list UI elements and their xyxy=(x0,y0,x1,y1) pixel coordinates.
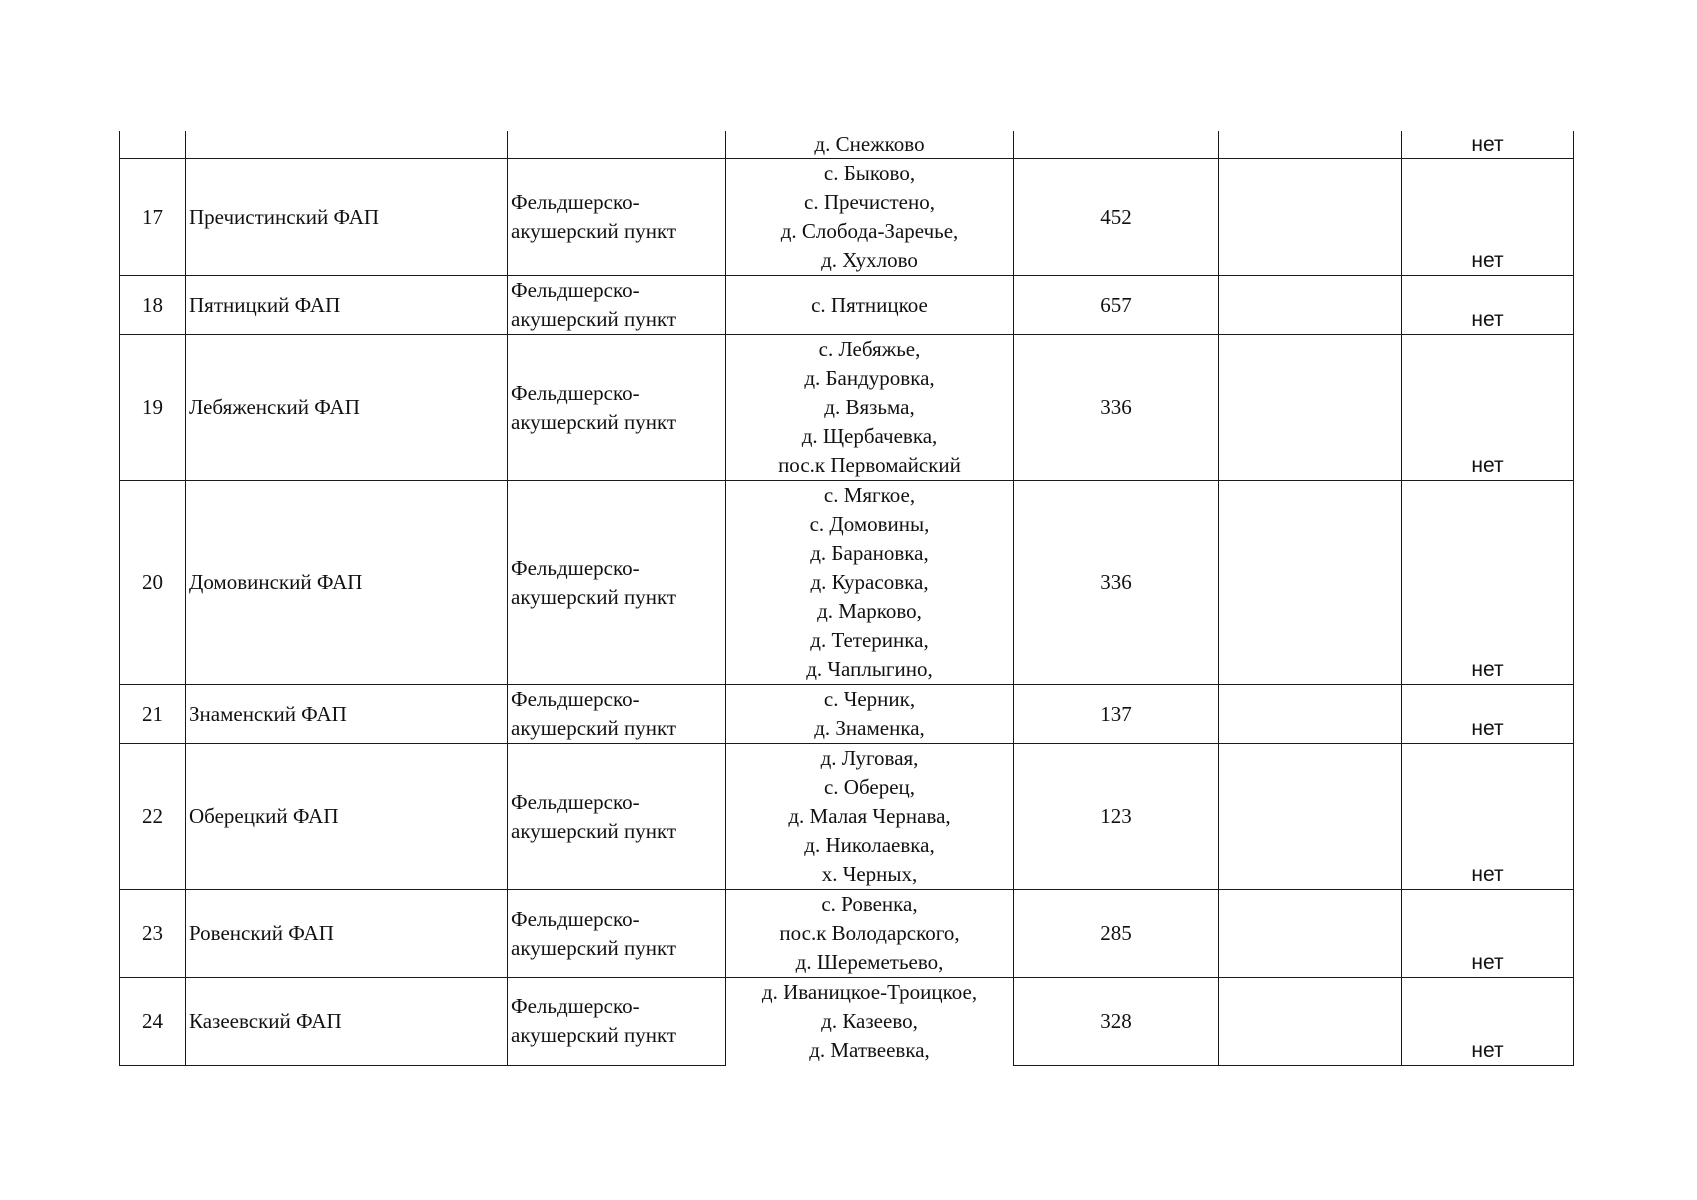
cell-places xyxy=(726,335,1014,481)
place-line: д. Барановка, xyxy=(810,541,929,565)
type-line: акушерский пункт xyxy=(511,409,677,434)
cell-name: Домовинский ФАП xyxy=(186,481,508,685)
cell-extra xyxy=(1219,978,1402,1066)
place-line: д. Курасовка, xyxy=(810,570,929,594)
cell-status: нет xyxy=(1402,159,1574,276)
place-line: д. Малая Чернава, xyxy=(788,804,951,828)
place-line: д. Николаевка, xyxy=(804,833,935,857)
cell-type xyxy=(508,890,726,978)
place-line: д. Бандуровка, xyxy=(804,366,935,390)
cell-status: нет xyxy=(1402,481,1574,685)
place-line: д. Вязьма, xyxy=(824,395,915,419)
cell-population: 336 xyxy=(1014,481,1219,685)
cell-places xyxy=(726,276,1014,335)
type-line: Фельдшерско- xyxy=(511,789,640,814)
type-line: акушерский пункт xyxy=(511,1023,677,1048)
type-line: Фельдшерско- xyxy=(511,380,640,405)
cell-status: нет xyxy=(1402,978,1574,1066)
place-line: с. Пречистено, xyxy=(804,190,935,214)
type-line: акушерский пункт xyxy=(511,307,677,331)
place-line: д. Марково, xyxy=(817,599,922,623)
cell-places xyxy=(726,685,1014,744)
table-row xyxy=(120,890,1574,978)
place-line: д. Слобода-Заречье, xyxy=(780,219,959,243)
cell-places xyxy=(726,481,1014,685)
cell-population: 328 xyxy=(1014,978,1219,1066)
type-line: акушерский пункт xyxy=(511,584,677,609)
type-line: акушерский пункт xyxy=(511,219,677,243)
cell-name xyxy=(186,131,508,159)
cell-extra xyxy=(1219,335,1402,481)
cell-name: Казеевский ФАП xyxy=(186,978,508,1066)
place-line: с. Быково, xyxy=(823,161,916,185)
place-line: с. Лебяжье, xyxy=(818,337,921,361)
cell-population: 336 xyxy=(1014,335,1219,481)
cell-extra xyxy=(1219,744,1402,890)
document-page xyxy=(119,131,1573,1066)
cell-places xyxy=(726,159,1014,276)
table-row xyxy=(120,335,1574,481)
cell-number: 22 xyxy=(120,744,186,890)
cell-type xyxy=(508,131,726,159)
place-line: с. Черник, xyxy=(823,687,916,711)
type-line: Фельдшерско- xyxy=(511,994,640,1019)
place-line: д. Луговая, xyxy=(820,746,919,770)
place-line: д. Казеево, xyxy=(821,1009,918,1033)
place-line: с. Мягкое, xyxy=(823,483,916,507)
cell-type xyxy=(508,335,726,481)
cell-population: 137 xyxy=(1014,685,1219,744)
type-line: акушерский пункт xyxy=(511,716,677,740)
cell-status: нет xyxy=(1402,685,1574,744)
place-line: д. Знаменка, xyxy=(814,716,925,740)
cell-status: нет xyxy=(1402,335,1574,481)
place-line: пос.к Володарского, xyxy=(779,921,960,945)
type-line: акушерский пункт xyxy=(511,935,677,960)
fap-table xyxy=(119,131,1574,1066)
place-line: д. Иваницкое-Троицкое, xyxy=(761,980,978,1004)
cell-population xyxy=(1014,131,1219,159)
cell-number: 24 xyxy=(120,978,186,1066)
cell-type xyxy=(508,744,726,890)
place-line: д. Снежково xyxy=(814,132,925,156)
cell-extra xyxy=(1219,131,1402,159)
type-line: Фельдшерско- xyxy=(511,190,640,214)
place-line: д. Тетеринка, xyxy=(810,628,929,652)
cell-name: Пятницкий ФАП xyxy=(186,276,508,335)
type-line: Фельдшерско- xyxy=(511,555,640,580)
place-line: с. Пятницкое xyxy=(811,292,928,317)
table-row xyxy=(120,159,1574,276)
cell-population: 123 xyxy=(1014,744,1219,890)
table-row xyxy=(120,978,1574,1066)
cell-type xyxy=(508,685,726,744)
cell-places xyxy=(726,131,1014,159)
cell-extra xyxy=(1219,159,1402,276)
place-line: с. Ровенка, xyxy=(821,892,918,916)
type-line: Фельдшерско- xyxy=(511,278,640,302)
cell-name: Знаменский ФАП xyxy=(186,685,508,744)
cell-places xyxy=(726,890,1014,978)
table-row-continuation xyxy=(120,131,1574,159)
cell-number: 19 xyxy=(120,335,186,481)
cell-name: Пречистинский ФАП xyxy=(186,159,508,276)
cell-type xyxy=(508,276,726,335)
cell-population: 285 xyxy=(1014,890,1219,978)
place-line: д. Хухлово xyxy=(821,248,918,272)
cell-status: нет xyxy=(1402,890,1574,978)
type-line: Фельдшерско- xyxy=(511,906,640,931)
place-line: д. Чаплыгино, xyxy=(806,657,933,681)
cell-status: нет xyxy=(1402,744,1574,890)
cell-number: 21 xyxy=(120,685,186,744)
cell-status: нет xyxy=(1402,131,1574,159)
table-row xyxy=(120,481,1574,685)
place-line: с. Оберец, xyxy=(823,775,916,799)
table-row xyxy=(120,685,1574,744)
cell-extra xyxy=(1219,890,1402,978)
table-row xyxy=(120,744,1574,890)
cell-name: Ровенский ФАП xyxy=(186,890,508,978)
place-line: с. Домовины, xyxy=(809,512,930,536)
table-body xyxy=(120,131,1574,1065)
cell-population: 657 xyxy=(1014,276,1219,335)
cell-extra xyxy=(1219,276,1402,335)
place-line: д. Щербачевка, xyxy=(801,424,938,448)
cell-type xyxy=(508,159,726,276)
cell-extra xyxy=(1219,481,1402,685)
cell-population: 452 xyxy=(1014,159,1219,276)
cell-type xyxy=(508,978,726,1066)
cell-places xyxy=(726,744,1014,890)
cell-status: нет xyxy=(1402,276,1574,335)
cell-name: Лебяженский ФАП xyxy=(186,335,508,481)
type-line: Фельдшерско- xyxy=(511,687,640,711)
cell-extra xyxy=(1219,685,1402,744)
place-line: х. Черных, xyxy=(821,862,918,886)
place-line: д. Шереметьево, xyxy=(795,950,944,974)
cell-number: 17 xyxy=(120,159,186,276)
place-line: д. Матвеевка, xyxy=(809,1038,930,1062)
cell-number xyxy=(120,131,186,159)
cell-places xyxy=(726,978,1014,1066)
type-line: акушерский пункт xyxy=(511,818,677,843)
table-row xyxy=(120,276,1574,335)
cell-number: 18 xyxy=(120,276,186,335)
cell-type xyxy=(508,481,726,685)
cell-name: Оберецкий ФАП xyxy=(186,744,508,890)
place-line: пос.к Первомайский xyxy=(778,453,961,477)
cell-number: 23 xyxy=(120,890,186,978)
cell-number: 20 xyxy=(120,481,186,685)
